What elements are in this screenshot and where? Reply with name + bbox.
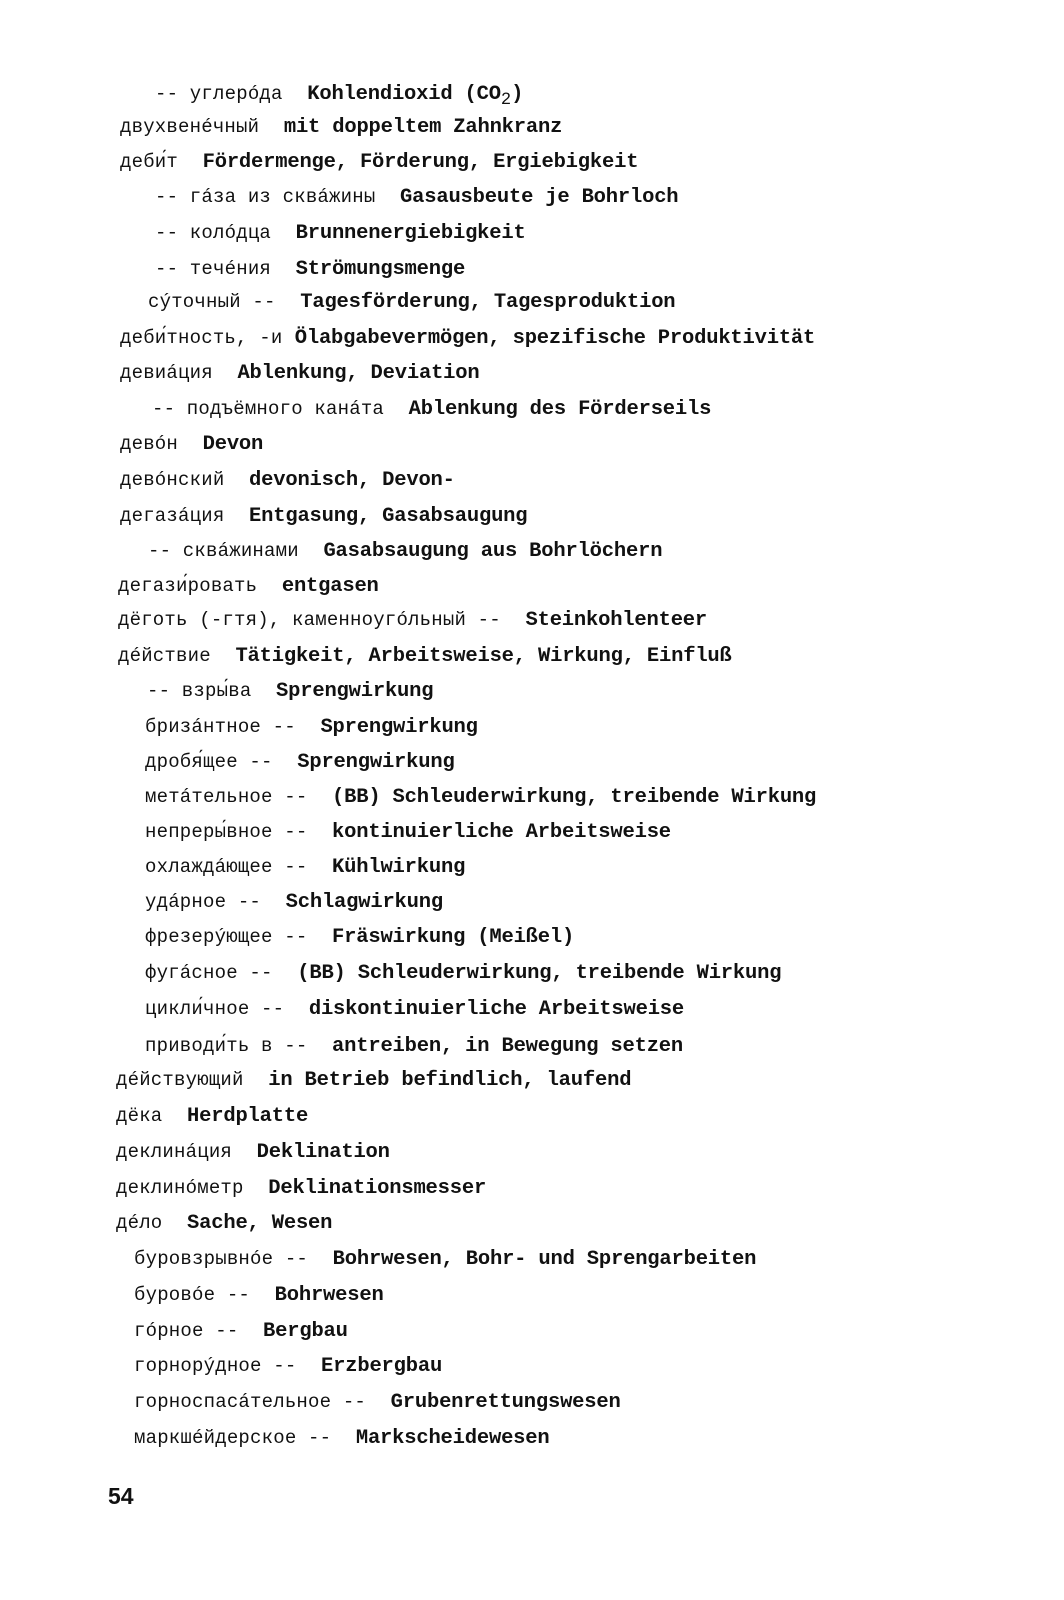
entry-techeniya [155,260,465,281]
entry-term: горноспасáтельное -- [134,1391,367,1413]
entry-translation: Bergbau [263,1320,348,1343]
entry-translation: Ablenkung, Deviation [237,362,480,385]
entry-translation: Fräswirkung (Meißel) [332,926,575,949]
entry-devonskii [120,471,455,492]
entry-translation: Steinkohlenteer [525,609,708,632]
entry-term: охлаждáющее -- [145,856,308,878]
entry-degazirovat [118,577,379,598]
entry-translation: Gasabsaugung aus Bohrlöchern [323,540,663,563]
entry-translation: Deklinationsmesser [268,1177,487,1200]
entry-term: гóрное -- [134,1320,239,1342]
entry-translation: Fördermenge, Förderung, Ergiebigkeit [202,151,639,174]
entry-term: метáтельное -- [145,786,308,808]
entry-term: дегазáция [120,505,225,527]
entry-term: девóнский [120,469,225,491]
entry-gornorudnoe [134,1357,442,1378]
entry-term: дéло [116,1212,163,1234]
entry-vzryva [147,682,433,703]
entry-term: дегази́ровать [118,575,258,597]
entry-translation: (BB) Schleuderwirkung, treibende Wirkung [332,786,817,809]
entry-deistvie [118,647,732,668]
entry-translation: Tagesförderung, Tagesproduktion [300,291,676,314]
entry-term: деби́т [120,151,179,173]
entry-degot [118,611,707,632]
entry-term: -- гáза из сквáжины [155,186,376,208]
entry-translation: Bohrwesen, Bohr- und Sprengarbeiten [332,1248,757,1271]
entry-translation: Schlagwirkung [285,891,443,914]
entry-marksheiderskoe [134,1429,549,1450]
subscript-two: 2 [500,91,512,111]
entry-translation: Grubenrettungswesen [390,1391,621,1414]
entry-translation: Strömungsmenge [295,258,466,281]
entry-term: дёка [116,1105,163,1127]
entry-translation: (BB) Schleuderwirkung, treibende Wirkung [297,962,782,985]
entry-translation: Gasausbeute je Bohrloch [400,186,679,209]
entry-translation: antreiben, in Bewegung setzen [332,1035,684,1058]
entry-term: бризáнтное -- [145,716,296,738]
entry-translation: Tätigkeit, Arbeitsweise, Wirkung, Einfluß [235,645,732,668]
entry-podyomnogo-kanata [152,400,711,421]
entry-brizantnoe [145,718,478,739]
entry-metatelnoe [145,788,816,809]
entry-degazatsiya [120,507,527,528]
entry-term: дёготь (-гтя), каменноугóльный -- [118,609,501,631]
entry-term: буровóе -- [134,1284,251,1306]
entry-translation: in Betrieb befindlich, laufend [268,1069,632,1092]
entry-privodit-v [145,1037,683,1058]
entry-fugasnoe [145,964,781,985]
entry-term: цикли́чное -- [145,998,285,1020]
entry-sutochnyi [148,293,675,314]
entry-term: приводи́ть в -- [145,1035,308,1057]
entry-term: двухвенéчный [120,116,260,138]
entry-translation: entgasen [281,575,379,598]
entry-devon [120,435,263,456]
entry-term: -- сквáжинами [148,540,299,562]
entry-deviatsiya [120,364,479,385]
entry-nepreryvnoe [145,823,671,844]
entry-term: дéйствующий [116,1069,244,1091]
entry-translation: Entgasung, Gasabsaugung [249,505,528,528]
entry-deklinometr [116,1179,486,1200]
entry-term: фугáсное -- [145,962,273,984]
entry-term: -- взры́ва [147,680,252,702]
entry-dvukhvenechnyi [120,118,562,139]
entry-translation: Sprengwirkung [276,680,434,703]
entry-term: удáрное -- [145,891,262,913]
entry-term: дéйствие [118,645,211,667]
entry-term: горнорýдное -- [134,1355,297,1377]
entry-udarnoe [145,893,443,914]
entry-translation: Devon [202,433,264,456]
entry-gaza-iz-skvazhiny [155,188,678,209]
entry-translation: Markscheidewesen [355,1427,550,1450]
entry-burovzryvnoe [134,1250,756,1271]
entry-deklinatsiya [116,1143,390,1164]
entry-term: -- течéния [155,258,272,280]
entry-term: дробя́щее -- [145,751,273,773]
entry-translation: Sprengwirkung [297,751,455,774]
entry-translation: Sache, Wesen [187,1212,333,1235]
entry-translation: mit doppeltem Zahnkranz [283,116,563,139]
entry-term: деклинóметр [116,1177,244,1199]
entry-translation: diskontinuierliche Arbeitsweise [308,998,685,1021]
entry-translation: Bohrwesen [274,1284,384,1307]
entry-delo [116,1214,332,1235]
entry-translation: Kohlendioxid (CO [307,83,501,106]
entry-translation: Kühlwirkung [332,856,466,879]
entry-translation: devonisch, Devon- [249,469,455,492]
entry-term: девиáция [120,362,213,384]
entry-gornoe [134,1322,348,1343]
entry-translation: Sprengwirkung [320,716,478,739]
entry-translation: Deklination [256,1141,390,1164]
entry-term: маркшéйдерское -- [134,1427,332,1449]
entry-deka [116,1107,308,1128]
entry-term: буровзрывнóе -- [134,1248,309,1270]
entry-tsiklichnoe [145,1000,684,1021]
entry-drobyashchee [145,753,455,774]
entry-translation: kontinuierliche Arbeitsweise [332,821,671,844]
entry-debitnost [120,329,815,350]
entry-burovoe [134,1286,384,1307]
entry-term: -- колóдца [155,222,272,244]
entry-term: фрезерýющее -- [145,926,308,948]
entry-okhlazhdayushchee [145,858,465,879]
entry-translation: Herdplatte [187,1105,309,1128]
entry-translation: Ablenkung des Förderseils [408,398,712,421]
entry-translation: Ölabgabevermögen, spezifische Produktivität [294,327,816,350]
entry-term: деби́тность, -и [120,327,283,349]
entry-translation: Brunnenergiebigkeit [295,222,526,245]
entry-term: сýточный -- [148,291,276,313]
entry-debit [120,153,638,174]
entry-kolodtsa [155,224,526,245]
entry-frezeruyushchee [145,928,574,949]
entry-term: -- подъёмного канáта [152,398,385,420]
entry-term: непреры́вное -- [145,821,308,843]
entry-deistvuyushchii [116,1071,631,1092]
closing-parenthesis: ) [511,83,524,106]
entry-ugleroda [155,85,523,109]
entry-term: -- углерóда [155,83,283,105]
entry-skvazhinami [148,542,662,563]
entry-term: девóн [120,433,179,455]
entry-gornospasatelnoe [134,1393,621,1414]
entry-term: деклинáция [116,1141,233,1163]
entry-translation: Erzbergbau [321,1355,443,1378]
page-number: 54 [108,1483,134,1509]
